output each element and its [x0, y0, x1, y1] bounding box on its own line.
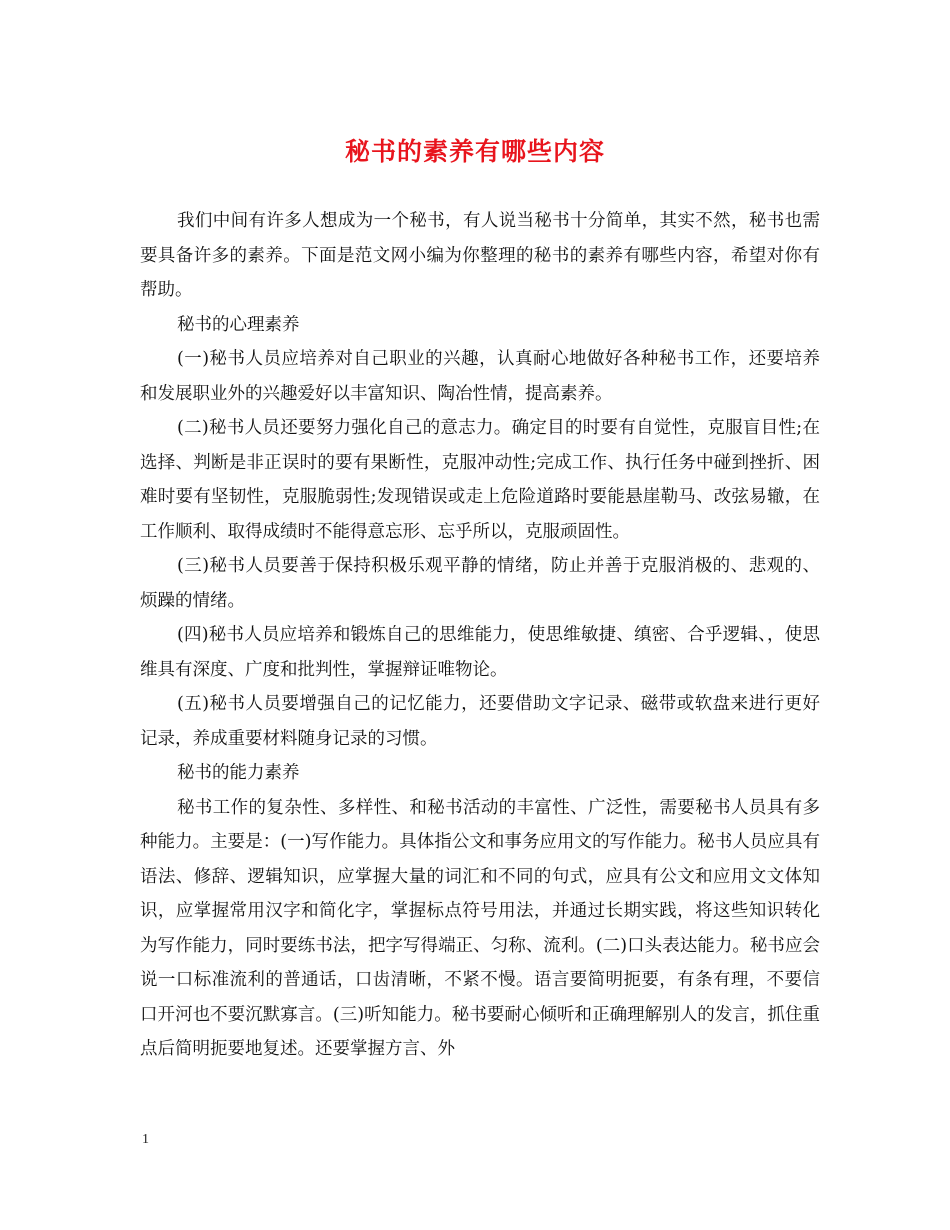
ability-paragraph: 秘书工作的复杂性、多样性、和秘书活动的丰富性、广泛性，需要秘书人员具有多种能力。主要是：(一)写作能力。具体指公文和事务应用文的写作能力。秘书人员应具有语法、修辞、逻辑知识，应掌握大量的词汇和不同的句式，应具有公文和应用文文体知识，应掌握常用汉字和简化字，掌握标点符号用法，并通过长期实践，将这些知识转化为写作能力，同时要练书法，把字写得端正、匀称、流利。(二)口头表达能力。秘书应会说一口标准流利的普通话，口齿清晰，不紧不慢。语言要简明扼要，有条有理，不要信口开河也不要沉默寡言。(三)听知能力。秘书要耐心倾听和正确理解别人的发言，抓住重点后简明扼要地复述。还要掌握方言、外 — [140, 797, 820, 1059]
paragraph-item-2: (二)秘书人员还要努力强化自己的意志力。确定目的时要有自觉性，克服盲目性;在选择、判断是非正误时的要有果断性，克服冲动性;完成工作、执行任务中碰到挫折、困难时要有坚韧性，克服脆弱性;发现错误或走上危险道路时要能悬崖勒马、改弦易辙，在工作顺利、取得成绩时不能得意忘形、忘乎所以，克服顽固性。 — [140, 418, 820, 542]
paragraph-item-3: (三)秘书人员要善于保持积极乐观平静的情绪，防止并善于克服消极的、悲观的、烦躁的情绪。 — [140, 556, 820, 611]
paragraph-item-1: (一)秘书人员应培养对自己职业的兴趣，认真耐心地做好各种秘书工作，还要培养和发展职业外的兴趣爱好以丰富知识、陶冶性情，提高素养。 — [140, 349, 820, 404]
document-body — [140, 204, 820, 1067]
intro-paragraph: 我们中间有许多人想成为一个秘书，有人说当秘书十分简单，其实不然，秘书也需要具备许多的素养。下面是范文网小编为你整理的秘书的素养有哪些内容，希望对你有帮助。 — [140, 211, 820, 300]
paragraph-item-5: (五)秘书人员要增强自己的记忆能力，还要借助文字记录、磁带或软盘来进行更好记录，养成重要材料随身记录的习惯。 — [140, 694, 820, 749]
paragraph-item-4: (四)秘书人员应培养和锻炼自己的思维能力，使思维敏捷、缜密、合乎逻辑、，使思维具有深度、广度和批判性，掌握辩证唯物论。 — [140, 625, 820, 680]
section-heading-psychology: 秘书的心理素养 — [177, 314, 300, 335]
section-heading-ability: 秘书的能力素养 — [177, 763, 300, 783]
page-number: 1 — [142, 1132, 149, 1147]
document-title: 秘书的素养有哪些内容 — [344, 137, 605, 166]
